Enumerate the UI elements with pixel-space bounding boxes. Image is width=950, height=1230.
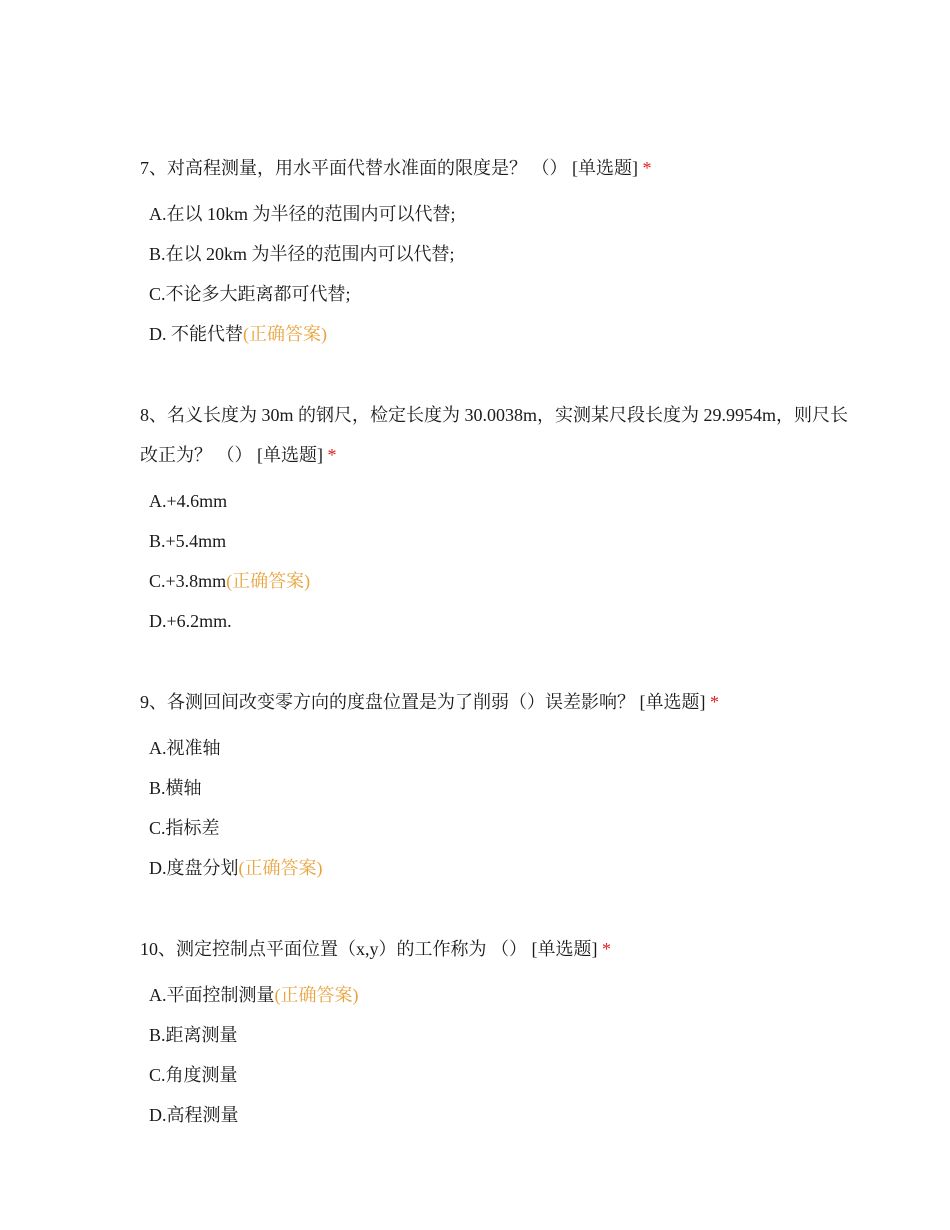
questionnaire-page [140, 148, 860, 1176]
required-marker: * [642, 158, 652, 178]
required-marker: * [602, 939, 611, 959]
option-c[interactable]: C.+3.8mm(正确答案) [149, 571, 311, 591]
correct-answer-tag: (正确答案) [243, 324, 327, 344]
question-9 [140, 682, 860, 888]
option-b[interactable]: B.在以 20km 为半径的范围内可以代替; [149, 244, 455, 264]
option-b[interactable]: B.横轴 [149, 778, 202, 798]
correct-answer-tag: (正确答案) [226, 571, 311, 591]
question-title: 9、各测回间改变零方向的度盘位置是为了削弱（）误差影响？ [单选题] * [140, 692, 719, 712]
option-d[interactable]: D.+6.2mm. [149, 611, 232, 631]
option-d[interactable]: D.高程测量 [149, 1105, 239, 1125]
option-d[interactable]: D. 不能代替(正确答案) [149, 324, 327, 344]
option-list [140, 481, 860, 641]
option-b[interactable]: B.+5.4mm [149, 531, 227, 551]
option-list [140, 728, 860, 888]
option-a[interactable]: A.在以 10km 为半径的范围内可以代替; [149, 204, 456, 224]
option-list [140, 194, 860, 354]
question-8 [140, 395, 860, 641]
option-c[interactable]: C.指标差 [149, 818, 220, 838]
question-title: 8、名义长度为 30m 的钢尺，检定长度为 30.0038m，实测某尺段长度为 29.9954m，则尺长改正为？ （） [单选题] * [140, 405, 848, 465]
required-marker: * [327, 445, 337, 465]
option-c[interactable]: C.角度测量 [149, 1065, 238, 1085]
option-c[interactable]: C.不论多大距离都可代替; [149, 284, 351, 304]
option-list [140, 975, 860, 1135]
correct-answer-tag: (正确答案) [238, 858, 323, 878]
option-a[interactable]: A.+4.6mm [149, 491, 228, 511]
question-7 [140, 148, 860, 354]
option-b[interactable]: B.距离测量 [149, 1025, 238, 1045]
correct-answer-tag: (正确答案) [274, 985, 359, 1005]
option-d[interactable]: D.度盘分划(正确答案) [149, 858, 323, 878]
question-10 [140, 929, 860, 1135]
question-title: 7、对高程测量，用水平面代替水准面的限度是？ （） [单选题] * [140, 158, 652, 178]
question-title: 10、测定控制点平面位置（x,y）的工作称为 （） [单选题] * [140, 939, 611, 959]
option-a[interactable]: A.平面控制测量(正确答案) [149, 985, 359, 1005]
option-a[interactable]: A.视准轴 [149, 738, 221, 758]
required-marker: * [710, 692, 719, 712]
